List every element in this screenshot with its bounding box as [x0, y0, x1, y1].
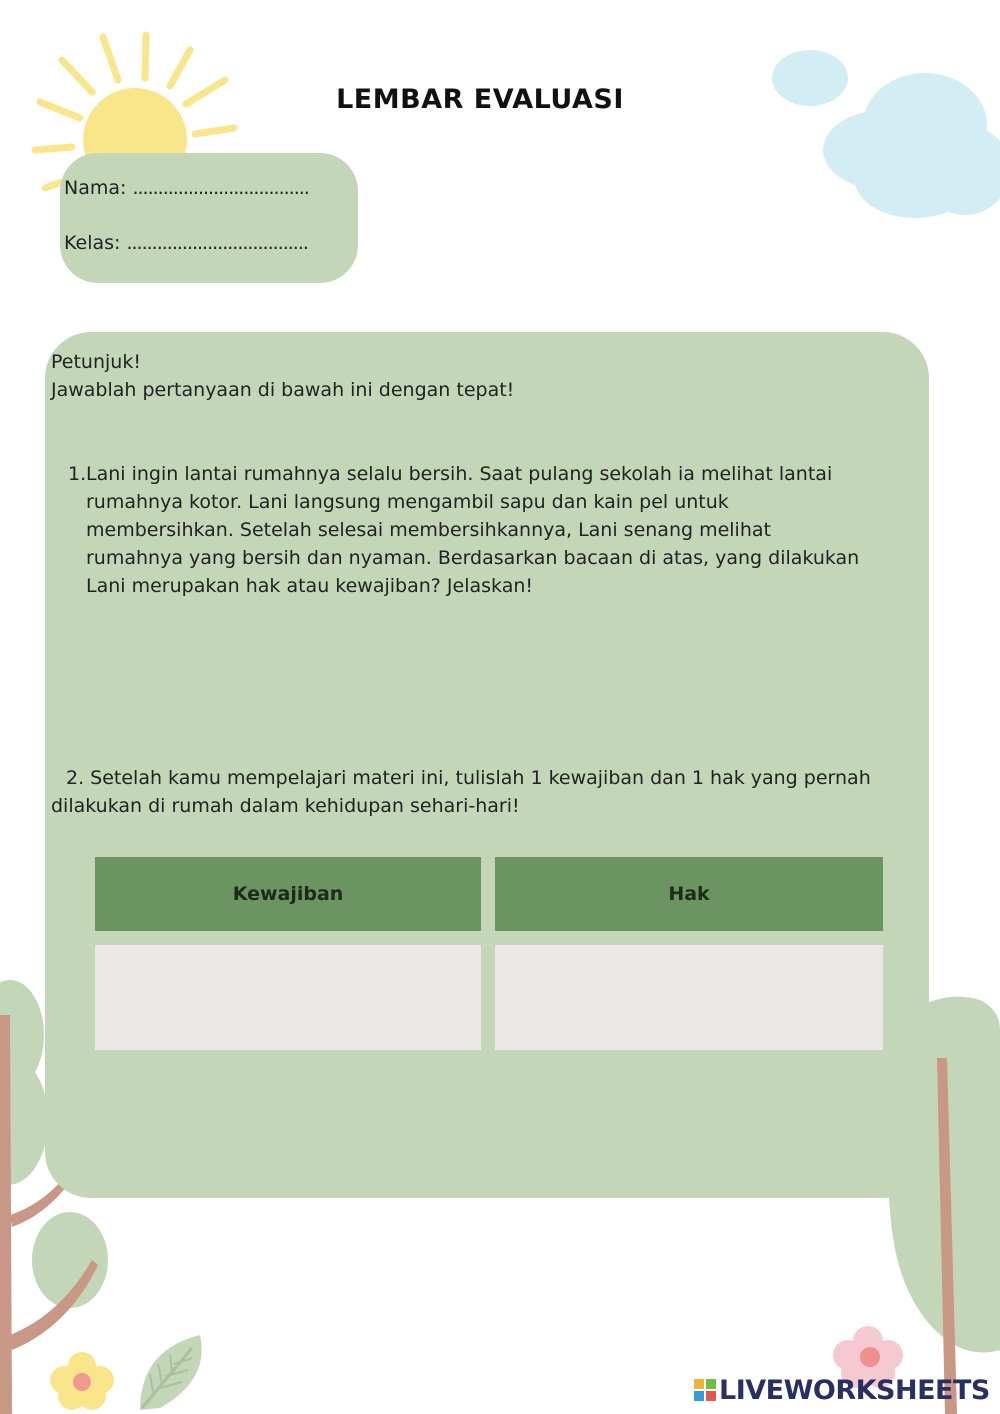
yellow-flower-icon — [50, 1350, 114, 1410]
cloud-illustration — [765, 40, 1000, 225]
table-header-hak: Hak — [495, 857, 883, 931]
name-label: Nama: — [64, 177, 133, 199]
answer-cell-kewajiban[interactable] — [95, 945, 481, 1050]
question-2-line-1: 2. Setelah kamu mempelajari materi ini, tulislah 1 kewajiban dan 1 hak yang pernah — [66, 767, 871, 789]
instructions-text: Jawablah pertanyaan di bawah ini dengan tepat! — [51, 379, 515, 401]
question-1-line: Lani ingin lantai rumahnya selalu bersih. Saat pulang sekolah ia melihat lantai — [86, 463, 833, 485]
question-1-number: 1. — [68, 463, 87, 485]
question-1-line: membersihkan. Setelah selesai membersihkannya, Lani senang melihat — [86, 519, 771, 541]
name-field[interactable] — [64, 177, 309, 199]
instructions-heading: Petunjuk! — [51, 351, 141, 373]
liveworksheets-logo[interactable] — [693, 1374, 990, 1406]
question-1-text — [86, 460, 926, 600]
class-blank[interactable]: .................................... — [126, 232, 308, 254]
question-2-line-2: dilakukan di rumah dalam kehidupan sehari-hari! — [51, 795, 520, 817]
question-1-line: rumahnya yang bersih dan nyaman. Berdasarkan bacaan di atas, yang dilakukan — [86, 547, 860, 569]
class-label: Kelas: — [64, 232, 127, 254]
liveworksheets-logo-icon — [693, 1378, 717, 1402]
worksheet-title: LEMBAR EVALUASI — [336, 84, 624, 115]
question-1-line: Lani merupakan hak atau kewajiban? Jelaskan! — [86, 575, 533, 597]
name-blank[interactable]: ................................... — [132, 177, 309, 199]
identity-box — [60, 153, 358, 283]
answer-cell-hak[interactable] — [495, 945, 883, 1050]
question-1-line: rumahnya kotor. Lani langsung mengambil sapu dan kain pel untuk — [86, 491, 729, 513]
liveworksheets-logo-text: LIVEWORKSHEETS — [719, 1374, 990, 1406]
table-header-kewajiban: Kewajiban — [95, 857, 481, 931]
leaf-illustration — [130, 1330, 220, 1414]
class-field[interactable] — [64, 232, 308, 254]
